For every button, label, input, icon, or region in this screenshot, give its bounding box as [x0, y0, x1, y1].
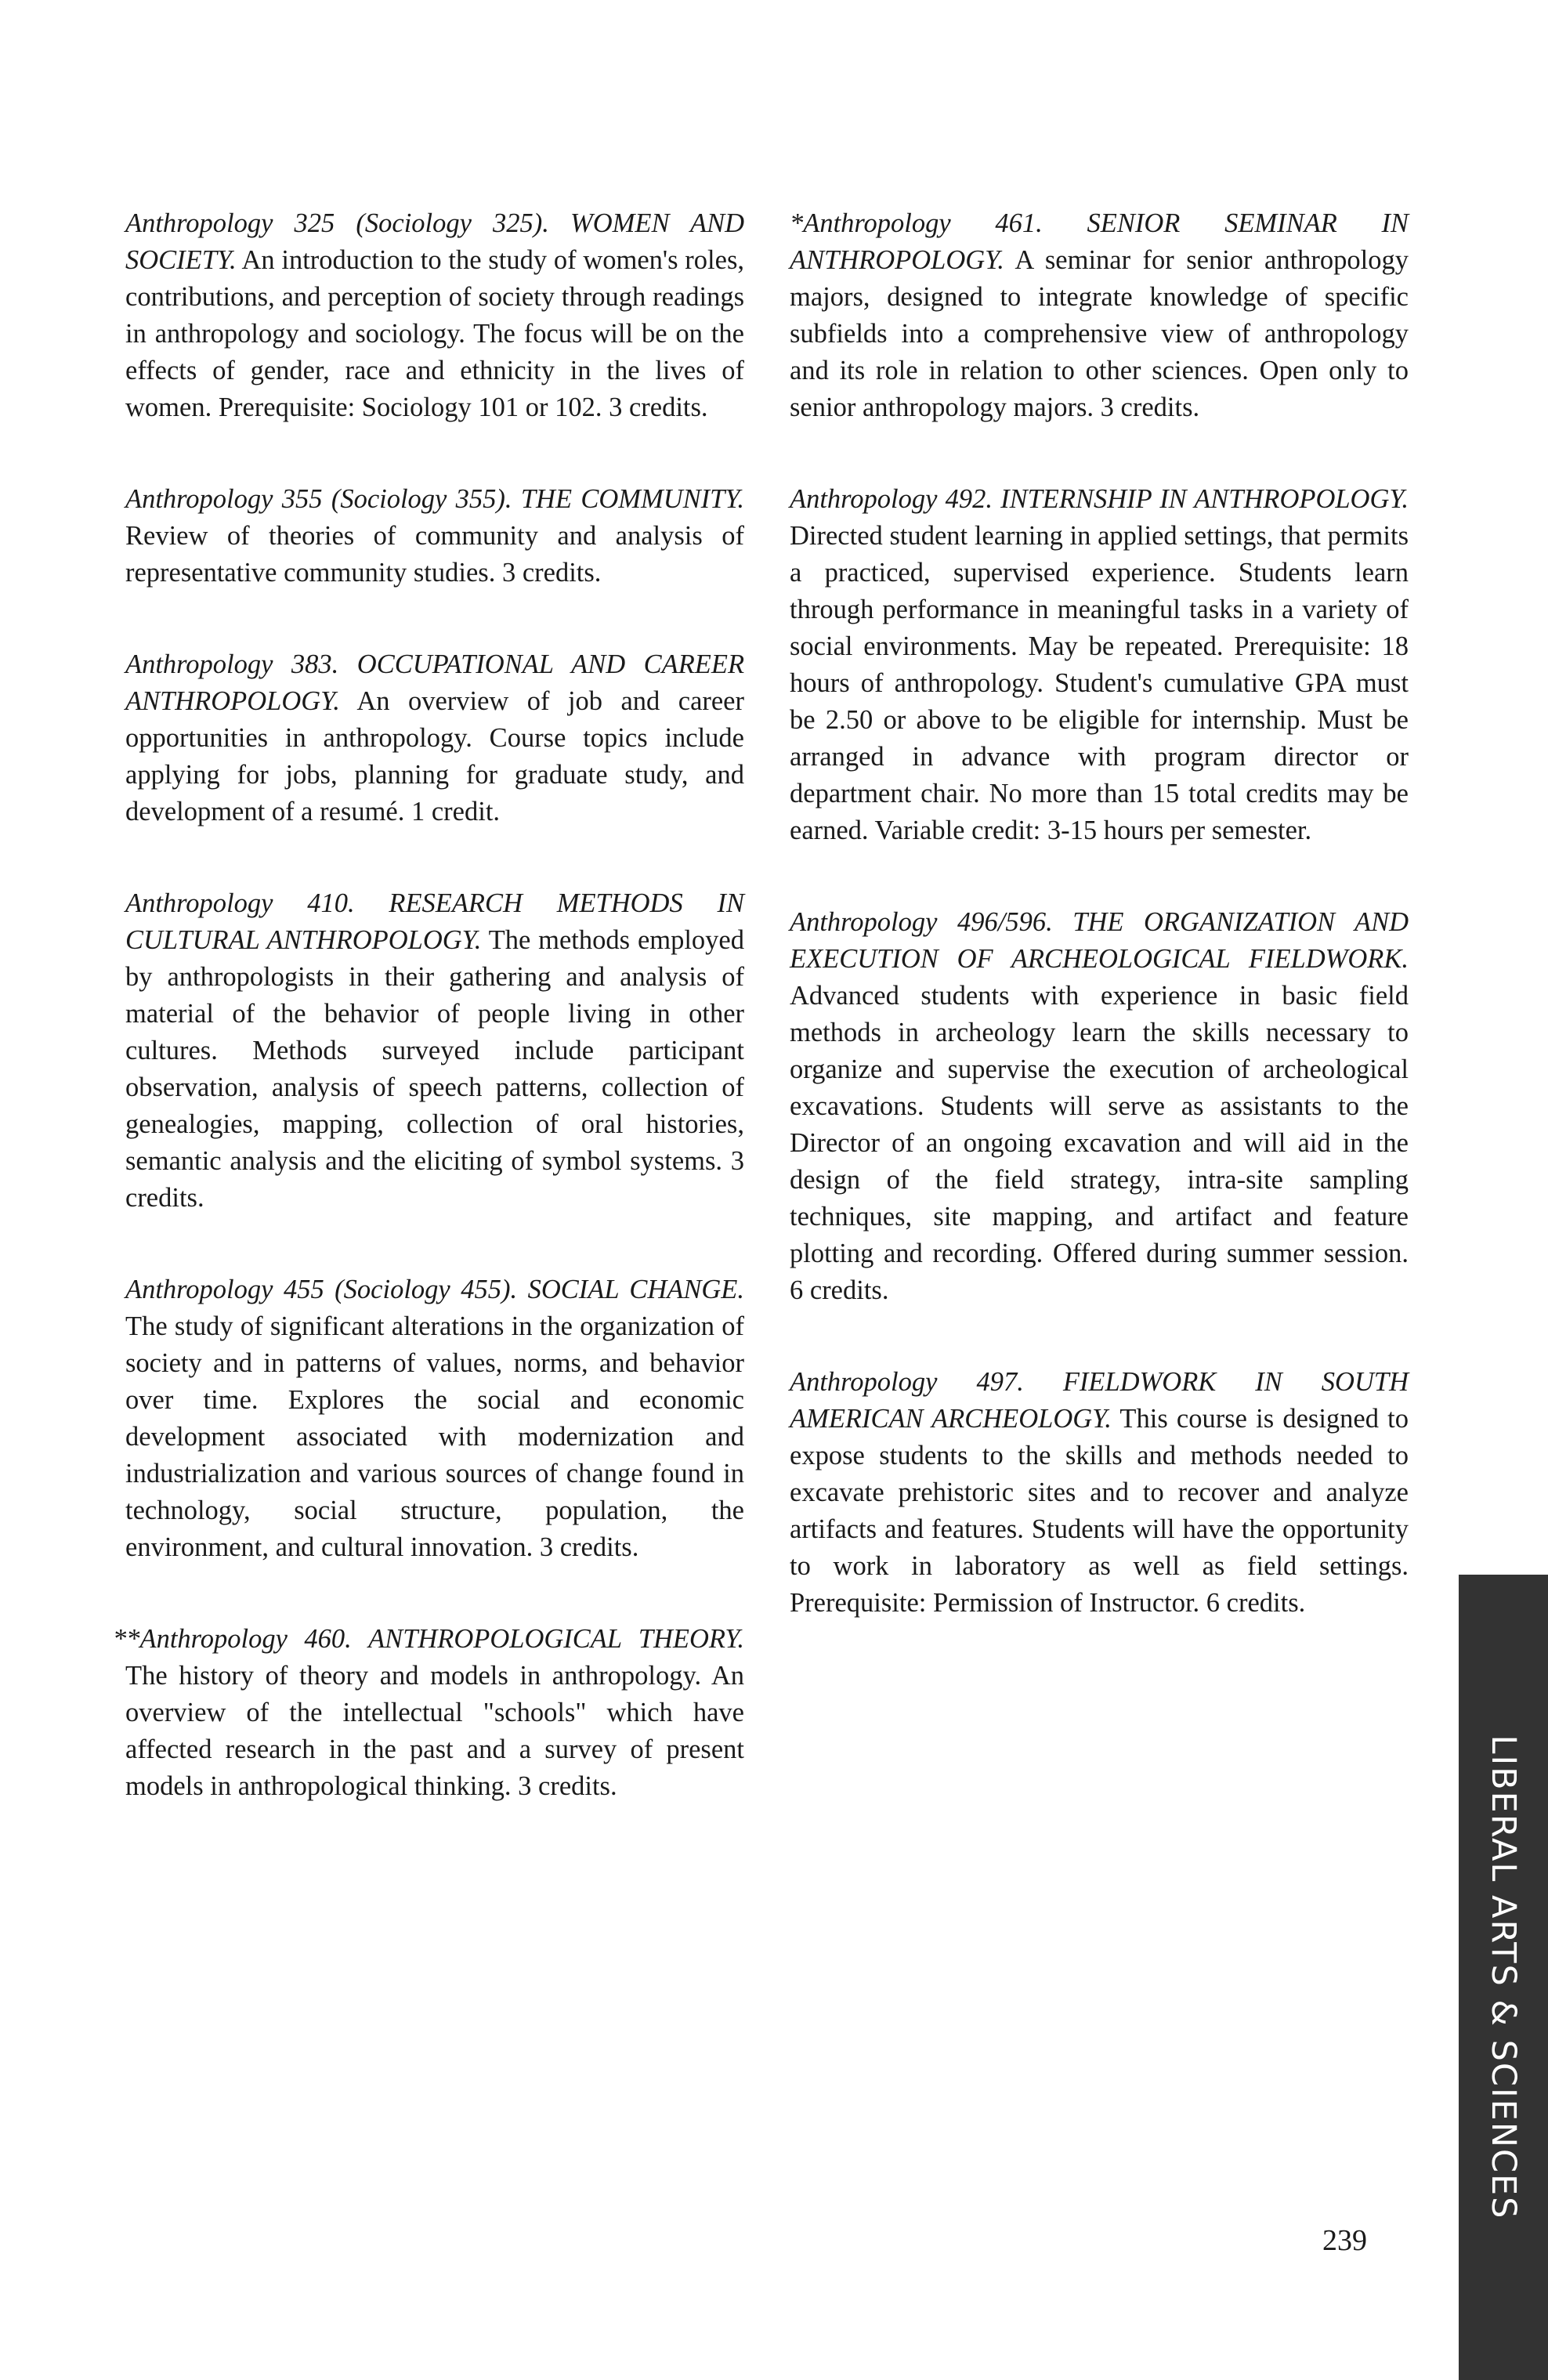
course-code: Anthropology 461.: [803, 208, 1043, 238]
course-description: The methods employed by anthropologists in their gathering and analysis of material of the behavior of people living in other cultures. Methods surveyed include participant observation, analysis of speech patterns, collection of genealogies, mapping, collection of oral histories, semantic analysis and the eliciting of symbol systems. 3 credits.: [125, 925, 744, 1213]
course-entry: [790, 205, 1409, 426]
course-code: Anthropology 383.: [125, 649, 339, 679]
course-code: Anthropology 410.: [125, 888, 355, 918]
course-entry: [113, 1621, 745, 1805]
course-entry: [125, 1271, 744, 1566]
right-column: [790, 205, 1409, 1676]
course-title: ANTHROPOLOGICAL THEORY.: [368, 1624, 745, 1654]
page-number: 239: [1322, 2224, 1367, 2257]
course-description: Review of theories of community and analysis of representative community studies. 3 credits.: [125, 521, 744, 588]
course-entry: [125, 481, 744, 591]
course-title: THE COMMUNITY.: [520, 484, 744, 514]
course-description: A seminar for senior anthropology majors, designed to integrate knowledge of specific subfields into a comprehensive view of anthropology and its role in relation to other sciences. Open only to senior anthropology majors. 3 credits.: [790, 245, 1409, 422]
course-code: Anthropology 355 (Sociology 355).: [125, 484, 512, 514]
section-side-tab-label: LIBERAL ARTS & SCIENCES: [1484, 1734, 1523, 2220]
course-title: RESEARCH METHODS IN CULTURAL ANTHROPOLOGY.: [125, 888, 744, 955]
course-description: Advanced students with experience in basic field methods in archeology learn the skills necessary to organize and supervise the execution of archeological excavations. Students will serve as assistants to the Director of an ongoing excavation and will aid in the design of the field strategy, intra-site sampling techniques, site mapping, and artifact and feature plotting and recording. Offered during summer session. 6 credits.: [790, 981, 1409, 1305]
course-title: FIELDWORK IN SOUTH AMERICAN ARCHEOLOGY.: [790, 1367, 1409, 1434]
course-title: THE ORGANIZATION AND EXECUTION OF ARCHEOLOGICAL FIELDWORK.: [790, 907, 1409, 974]
course-description: An introduction to the study of women's roles, contributions, and perception of society through readings in anthropology and sociology. The focus will be on the effects of gender, race and ethnicity in the lives of women. Prerequisite: Sociology 101 or 102. 3 credits.: [125, 245, 744, 422]
course-title: SOCIAL CHANGE.: [527, 1275, 744, 1304]
course-code: Anthropology 497.: [790, 1367, 1024, 1397]
course-code: Anthropology 325 (Sociology 325).: [125, 208, 549, 238]
course-title: WOMEN AND SOCIETY.: [125, 208, 744, 275]
course-title: SENIOR SEMINAR IN ANTHROPOLOGY.: [790, 208, 1409, 275]
course-code: Anthropology 492.: [790, 484, 993, 514]
course-entry: [125, 646, 744, 830]
course-description: This course is designed to expose students to the skills and methods needed to excavate prehistoric sites and to recover and analyze artifacts and features. Students will have the opportunity to work in laboratory as well as field settings. Prerequisite: Permission of Instructor. 6 credits.: [790, 1404, 1409, 1618]
course-description: The history of theory and models in anthropology. An overview of the intellectual "schools" which have affected research in the past and a survey of present models in anthropological thinking. 3 credits.: [125, 1661, 744, 1801]
course-mark: **: [113, 1624, 140, 1654]
course-entry: [790, 904, 1409, 1309]
course-title: OCCUPATIONAL AND CAREER ANTHROPOLOGY.: [125, 649, 745, 716]
course-description: An overview of job and career opportunities in anthropology. Course topics include applying for jobs, planning for graduate study, and development of a resumé. 1 credit.: [125, 686, 744, 826]
course-description: The study of significant alterations in the organization of society and in patterns of values, norms, and behavior over time. Explores the social and economic development associated with modernization and industrialization and various sources of change found in technology, social structure, population, the environment, and cultural innovation. 3 credits.: [125, 1311, 744, 1562]
section-side-tab: [1459, 1575, 1548, 2380]
course-code: Anthropology 460.: [139, 1624, 352, 1654]
course-description: Directed student learning in applied settings, that permits a practiced, supervised experience. Students learn through performance in meaningful tasks in a variety of social environments. May be repeated. Prerequisite: 18 hours of anthropology. Student's cumulative GPA must be 2.50 or above to be eligible for internship. Must be arranged in advance with program director or department chair. No more than 15 total credits may be earned. Variable credit: 3-15 hours per semester.: [790, 521, 1409, 845]
course-mark: *: [790, 208, 804, 238]
course-entry: [125, 885, 744, 1217]
course-title: INTERNSHIP IN ANTHROPOLOGY.: [1000, 484, 1409, 514]
course-code: Anthropology 455 (Sociology 455).: [125, 1275, 518, 1304]
left-column: [113, 205, 745, 1860]
course-entry: [790, 1364, 1409, 1622]
course-entry: [790, 481, 1409, 849]
course-entry: [125, 205, 744, 426]
course-code: Anthropology 496/596.: [790, 907, 1053, 937]
